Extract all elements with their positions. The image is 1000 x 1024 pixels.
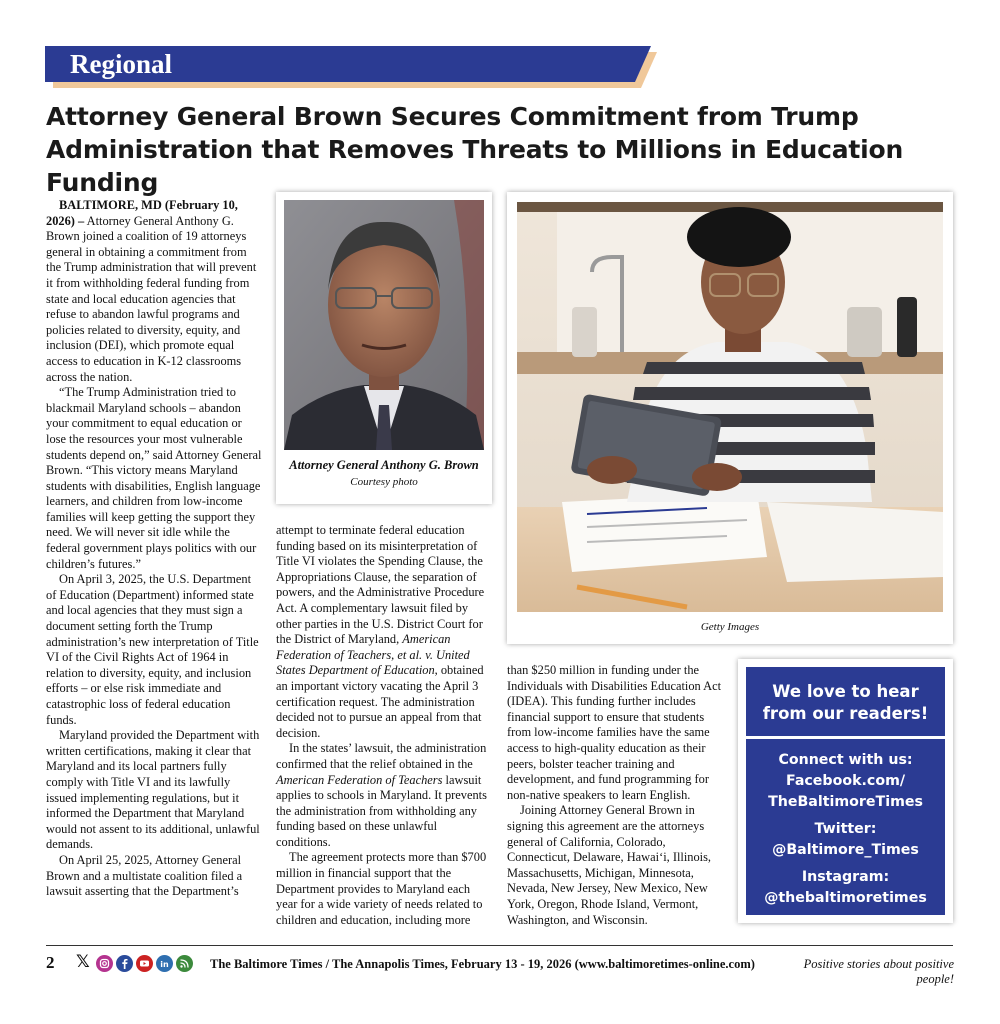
article-column-1 xyxy=(46,198,262,900)
paragraph-text: attempt to terminate federal education funding based on its misinterpretation of Title VI violates the Spending Clause, the Appropriations Clause, the separation of powers, and the Administrative Procedure Act. A complementary lawsuit filed by other parties in the U.S. District Court for the District of Maryland, xyxy=(276,523,485,647)
article-paragraph: than $250 million in funding under the Individuals with Disabilities Education Act (IDEA). This funding further includes financial support to ensure that students from low-income families have the same access to high-quality education as their peers, bolster teacher training and development, and fund programming for non-native speakers to learn English. xyxy=(507,663,722,802)
youtube-icon[interactable] xyxy=(136,955,153,972)
instagram-label: Instagram: xyxy=(801,869,890,885)
promo-heading-line: We love to hear xyxy=(772,682,919,701)
facebook-link[interactable]: Facebook.com/ xyxy=(785,773,906,789)
page-number: 2 xyxy=(46,953,55,972)
article-paragraph: “The Trump Administration tried to blackmail Maryland schools – abandon your commitment to equal education or lose the resources your most vulnerable students depend on,” said Attorney General Brown. “This victory means Maryland students with disabilities, English language learners, and children from low-income families will keep getting the support they need. We will never sit idle while the federal government plays politics with our children’s futures.” xyxy=(46,385,262,571)
article-column-2 xyxy=(276,523,494,928)
stock-photo-card xyxy=(507,192,953,644)
facebook-link-cont[interactable]: TheBaltimoreTimes xyxy=(768,794,923,810)
publication-info: The Baltimore Times / The Annapolis Times, February 13 - 19, 2026 (www.baltimoretimes-online.com) xyxy=(210,957,755,971)
section-banner xyxy=(45,46,655,86)
x-icon[interactable]: 𝕏 xyxy=(76,952,90,972)
dateline: BALTIMORE, MD (February 10, 2026) – xyxy=(46,198,238,228)
case-name: American Federation of Teachers, et al. v. United States Department of Education xyxy=(276,632,470,678)
facebook-icon[interactable] xyxy=(116,955,133,972)
article-paragraph xyxy=(46,198,262,385)
paragraph-text: Attorney General Anthony G. Brown joined a coalition of 19 attorneys general in obtaining a commitment from the Trump administration that will prevent it from withholding federal funding from state and local education agencies that refuse to abandon lawful programs and policies related to diversity, equity, and inclusion (DEI), which promote equal access to education in K-12 classrooms across the nation. xyxy=(46,213,257,384)
linkedin-icon[interactable] xyxy=(156,955,173,972)
twitter-label: Twitter: xyxy=(814,821,877,837)
article-paragraph: On April 3, 2025, the U.S. Department of Education (Department) informed state and local agencies that they must sign a document setting forth the Trump administration’s new interpretation of Title VI of the Civil Rights Act of 1964 in relation to diversity, equity, and inclusion efforts – or else risk immediate and catastrophic loss of federal education funds. xyxy=(46,572,259,727)
portrait-photo-card xyxy=(276,192,492,504)
footer-divider xyxy=(46,945,953,946)
reader-promo xyxy=(746,667,945,915)
student-tablet-photo xyxy=(517,202,943,612)
svg-text:in: in xyxy=(160,959,169,969)
twitter-handle[interactable]: @Baltimore_Times xyxy=(772,842,919,858)
instagram-handle[interactable]: @thebaltimoretimes xyxy=(764,890,927,906)
case-name: American Federation of Teachers xyxy=(276,772,443,787)
article-paragraph: Maryland provided the Department with written certifications, making it clear that Maryland and its local partners fully comply with Title VI and its lawfully issued implementing regulations, but it informed the Department that Maryland would not assent to its additional, unlawful demands. xyxy=(46,728,260,852)
article-paragraph xyxy=(276,523,494,741)
article-column-3 xyxy=(507,663,725,928)
paragraph-text: In the states’ lawsuit, the administration confirmed that the relief obtained in the xyxy=(276,741,487,771)
photo-credit: Getty Images xyxy=(700,621,760,633)
article-paragraph: The agreement protects more than $700 million in financial support that the Department provides to Maryland each year for a wide variety of needs related to children and education, including more xyxy=(276,850,487,927)
article-paragraph: On April 25, 2025, Attorney General Brown and a multistate coalition filed a lawsuit asserting that the Department’s xyxy=(46,852,243,899)
paragraph-text: , obtained an important victory vacating the April 3 certification request. The administration decided not to pursue an appeal from that decision. xyxy=(276,663,484,740)
promo-connect: Connect with us: xyxy=(778,752,913,768)
headline: Attorney General Brown Secures Commitment from Trump Administration that Removes Threats to Millions in Education Funding xyxy=(46,102,904,197)
portrait-photo xyxy=(284,200,484,450)
photo-caption: Attorney General Anthony G. Brown xyxy=(289,458,479,472)
rss-icon[interactable] xyxy=(176,955,193,972)
promo-heading-line: from our readers! xyxy=(762,704,929,723)
paragraph-text: lawsuit applies to schools in Maryland. It prevents the administration from withholding any funding based on these unlawful conditions. xyxy=(276,772,487,849)
article-paragraph xyxy=(276,741,494,850)
article-paragraph: Joining Attorney General Brown in signing this agreement are the attorneys general of California, Colorado, Connecticut, Delaware, Hawai‘i, Illinois, Massachusetts, Michigan, Minnesota, Nevada, New Jersey, New Mexico, New York, Oregon, Rhode Island, Vermont, Washington, and Wisconsin. xyxy=(507,803,712,927)
promo-heading xyxy=(746,681,945,725)
photo-credit: Courtesy photo xyxy=(350,476,418,488)
section-label: Regional xyxy=(70,49,173,79)
promo-divider xyxy=(746,736,945,739)
tagline: Positive stories about positive people! xyxy=(803,957,954,986)
instagram-icon[interactable] xyxy=(96,955,113,972)
reader-promo-card xyxy=(738,659,953,923)
